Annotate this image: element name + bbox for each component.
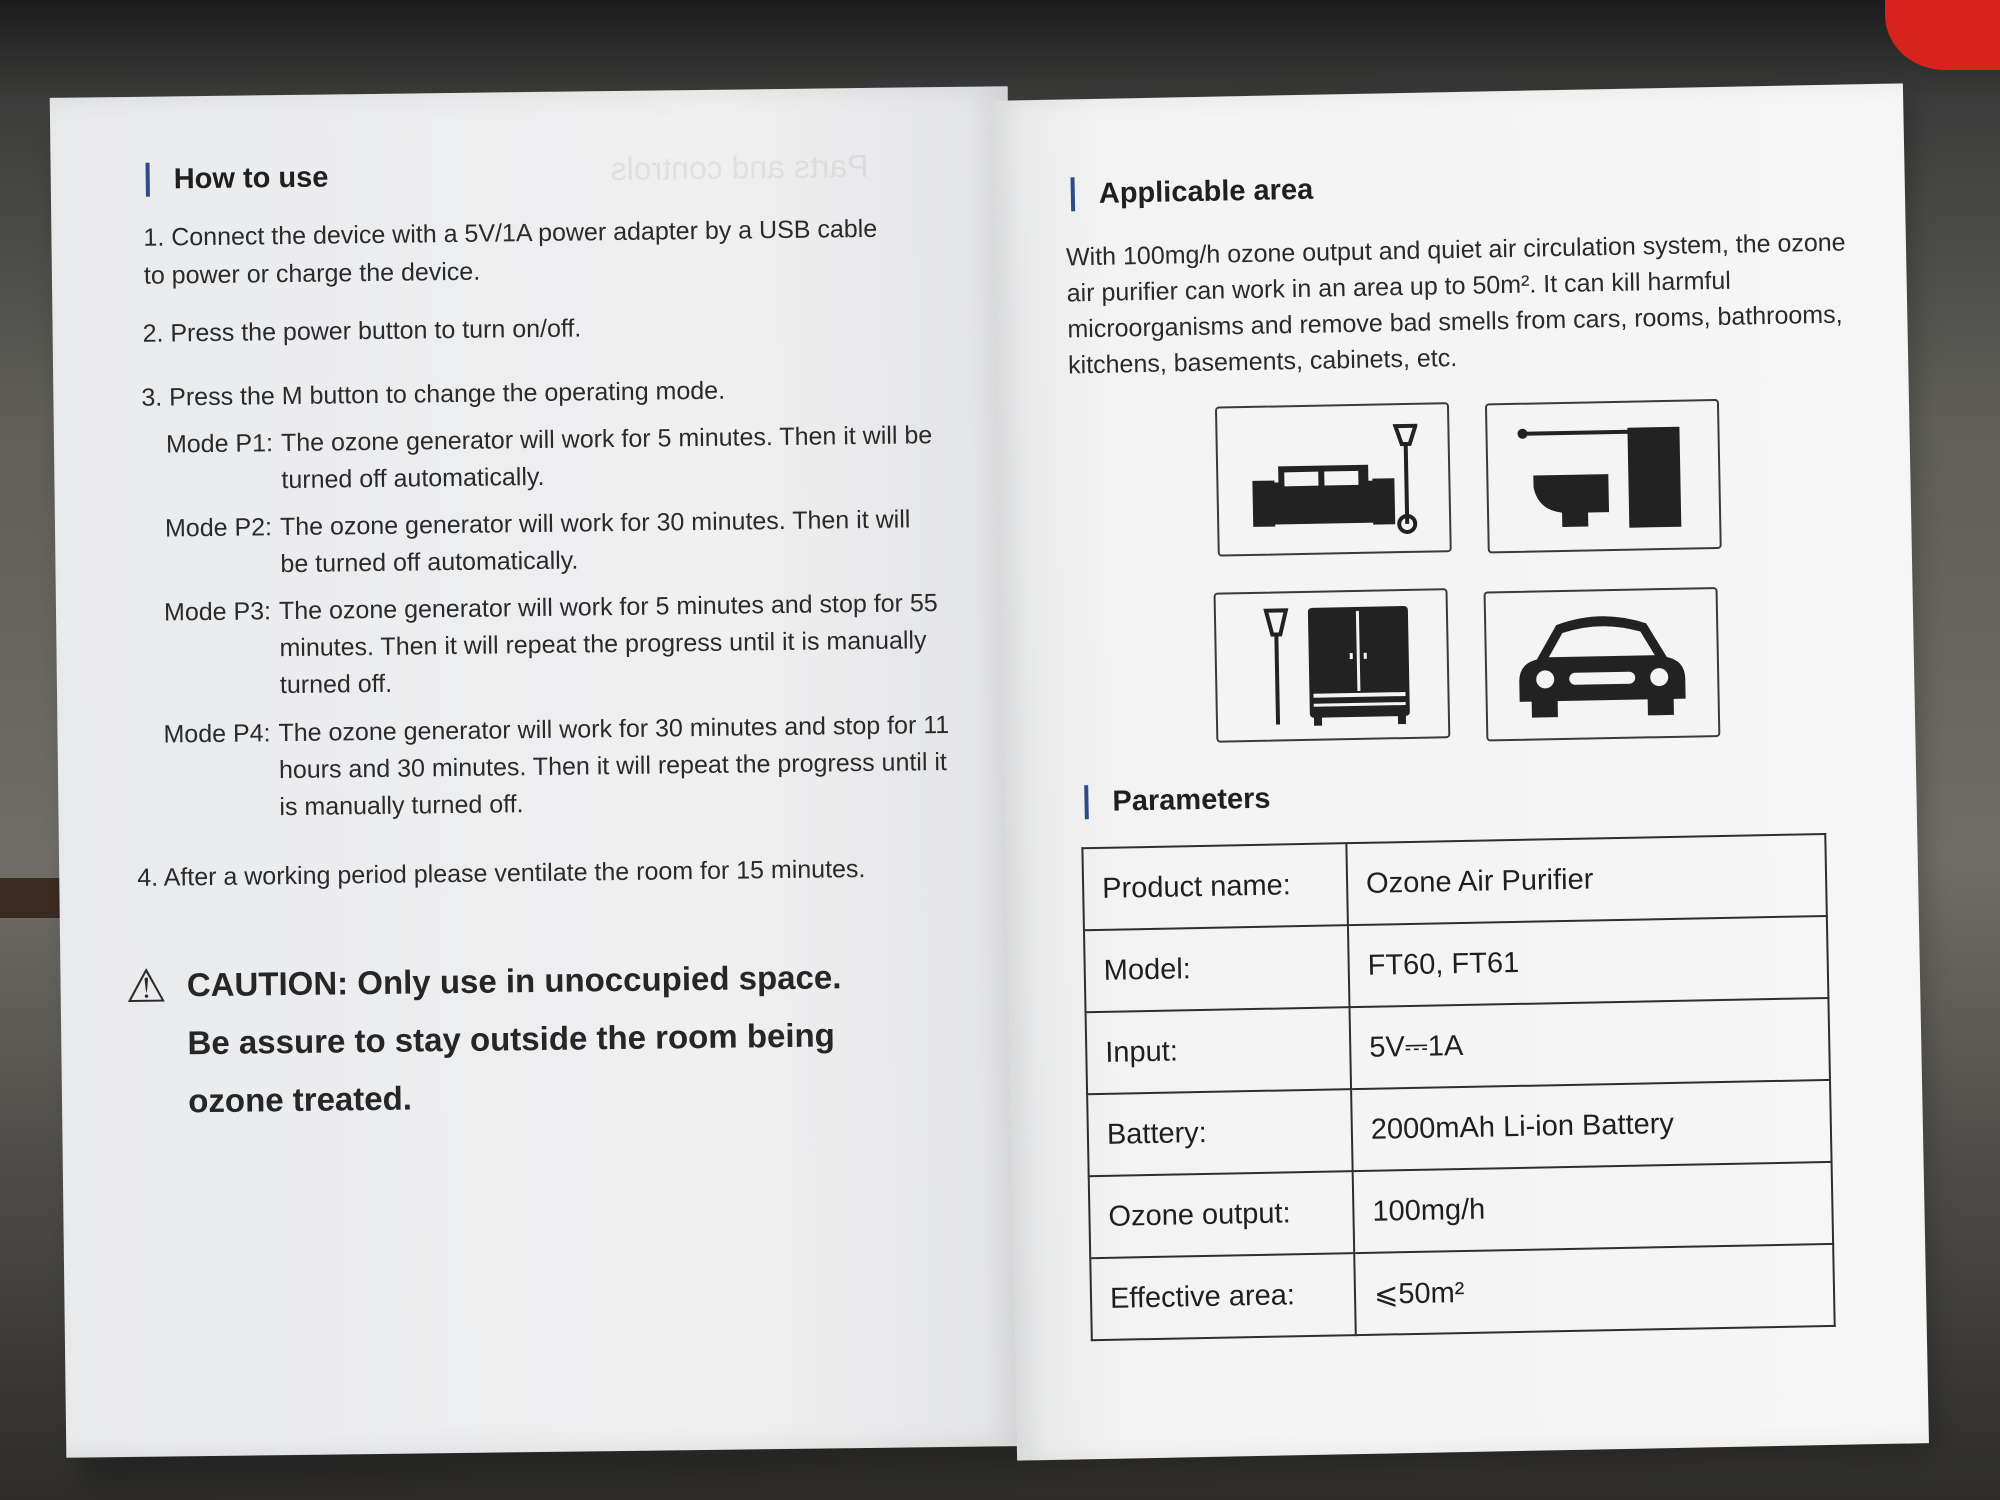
- caution-block: [125, 948, 887, 1131]
- mode-p2: [165, 501, 946, 585]
- mode-description: The ozone generator will work for 5 minutes and stop for 55 minutes. Then it will repeat the progress until it is manually turned off.: [278, 589, 938, 700]
- table-row: [1089, 1162, 1833, 1258]
- step-1: 1. Connect the device with a 5V/1A power adapter by a USB cable to power or charge the device.: [143, 214, 878, 290]
- mode-description: The ozone generator will work for 5 minutes. Then it will be turned off automatically.: [280, 421, 933, 495]
- living-room-icon: [1215, 402, 1452, 556]
- step-4: 4. After a working period please ventilate the room for 15 minutes.: [137, 854, 866, 892]
- left-page: [50, 86, 1025, 1458]
- heading-text: Applicable area: [1098, 173, 1314, 210]
- param-value: Ozone Air Purifier: [1346, 834, 1826, 925]
- param-label: Ozone output:: [1089, 1171, 1355, 1258]
- parameters-heading: [1084, 782, 1271, 820]
- mode-tag: Mode P4:: [163, 719, 271, 749]
- table-edge: [0, 0, 2000, 95]
- mode-tag: Mode P1:: [165, 429, 274, 459]
- heading-text: How to use: [173, 161, 329, 195]
- mode-tag: Mode P3:: [163, 597, 272, 627]
- param-value: 2000mAh Li-ion Battery: [1351, 1080, 1831, 1171]
- mode-description: The ozone generator will work for 30 minutes. Then it will be turned off automatically.: [279, 505, 911, 579]
- table-row: [1090, 1244, 1834, 1340]
- param-value: 100mg/h: [1353, 1162, 1833, 1253]
- mode-p3: [164, 585, 945, 706]
- heading-bar: [1084, 785, 1089, 819]
- right-page: [991, 83, 1929, 1460]
- param-value: 5V⎓1A: [1349, 998, 1829, 1089]
- table-row: [1084, 916, 1828, 1012]
- param-label: Effective area:: [1090, 1253, 1356, 1340]
- step-3: 3. Press the M button to change the operating mode.: [141, 376, 726, 412]
- heading-text: Parameters: [1112, 782, 1271, 818]
- param-value: FT60, FT61: [1348, 916, 1828, 1007]
- table-row: [1082, 834, 1826, 930]
- applicable-area-heading: [1071, 173, 1314, 212]
- bathroom-icon: [1485, 399, 1722, 553]
- parameters-table: [1081, 833, 1835, 1341]
- car-icon: [1484, 587, 1721, 741]
- mode-p4: [163, 707, 954, 828]
- applicable-area-text: With 100mg/h ozone output and quiet air circulation system, the ozone air purifier can work in an area up to 50m². It can kill harmful microorganisms and remove bad smells from cars, rooms, bathrooms, kitchens, basements, cabinets, etc.: [1065, 228, 1846, 380]
- cabinet-icon: [1214, 588, 1451, 742]
- param-label: Product name:: [1082, 843, 1348, 930]
- mode-tag: Mode P2:: [164, 513, 273, 543]
- heading-bar: [146, 163, 150, 197]
- param-label: Input:: [1086, 1007, 1352, 1094]
- mode-p1: [166, 417, 947, 501]
- mode-description: The ozone generator will work for 30 minutes and stop for 11 hours and 30 minutes. Then it will repeat the progress until it is manually turned off.: [278, 710, 950, 822]
- show-through-text: Parts and controls: [610, 147, 869, 188]
- param-label: Battery:: [1087, 1089, 1353, 1176]
- param-value: ⩽50m²: [1354, 1244, 1834, 1335]
- heading-bar: [1071, 177, 1076, 211]
- table-row: [1086, 998, 1830, 1094]
- step-2: 2. Press the power button to turn on/off.: [142, 314, 582, 348]
- how-to-use-heading: [146, 161, 329, 197]
- caution-text: CAUTION: Only use in unoccupied space. Be assure to stay outside the room being ozone treated.: [186, 958, 842, 1120]
- param-label: Model:: [1084, 925, 1350, 1012]
- warning-icon: ⚠: [125, 959, 168, 1013]
- table-row: [1087, 1080, 1831, 1176]
